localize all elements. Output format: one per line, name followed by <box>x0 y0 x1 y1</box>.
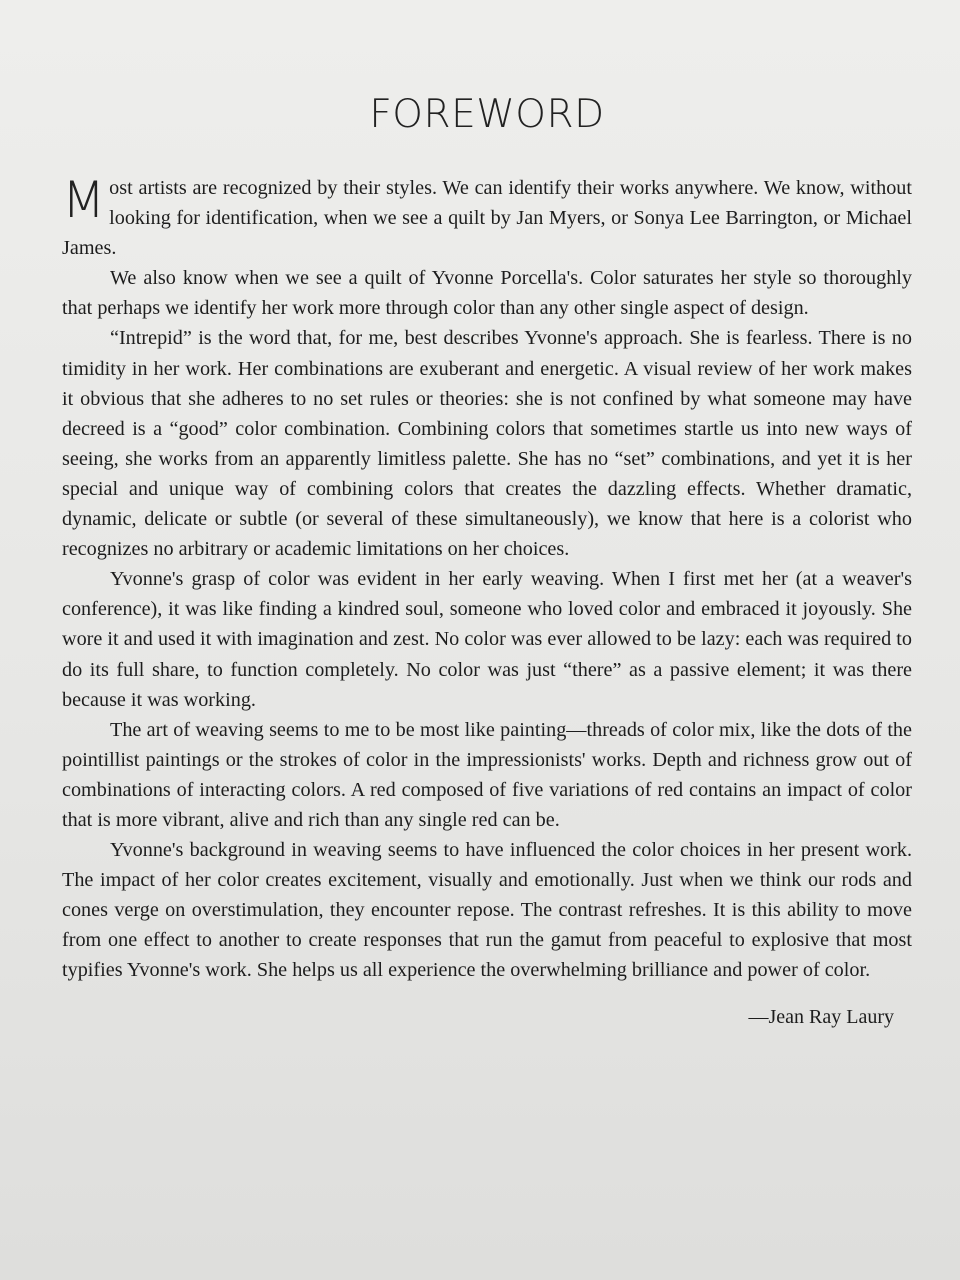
paragraph-5: The art of weaving seems to me to be most like painting—threads of color mix, like the dots of the pointillist paintings or the strokes of color in the impressionists' works. Depth and richness grow out of combinations of interacting colors. A red composed of five variations of red contains an impact of color that is more vibrant, alive and rich than any single red can be. <box>62 718 912 831</box>
paragraph-6: Yvonne's background in weaving seems to have influenced the color choices in her present work. The impact of her color creates excitement, visually and emotionally. Just when we think our rods and cones verge on overstimulation, they encounter repose. The contrast refreshes. It is this ability to move from one effect to another to create responses that run the gamut from peaceful to explosive that most typifies Yvonne's work. She helps us all experience the overwhelming brilliance and power of color. <box>62 839 912 982</box>
drop-cap: M <box>62 171 106 229</box>
foreword-page <box>62 92 912 1242</box>
page-title: FOREWORD <box>369 92 605 137</box>
foreword-body <box>62 173 912 986</box>
paragraph-text: ost artists are recognized by their styles. We can identify their works anywhere. We know, without looking for identification, when we see a quilt by Jan Myers, or Sonya Lee Barrington, or Michael James. <box>62 177 912 260</box>
paragraph-4: Yvonne's grasp of color was evident in her early weaving. When I first met her (at a weaver's conference), it was like finding a kindred soul, someone who loved color and embraced it joyously. She wore it and used it with imagination and zest. No color was ever allowed to be lazy: each was required to do its full share, to function completely. No color was just “there” as a passive element; it was there because it was working. <box>62 568 912 711</box>
paragraph-2: We also know when we see a quilt of Yvonne Porcella's. Color saturates her style so thoroughly that perhaps we identify her work more through color than any other single aspect of design. <box>62 267 912 320</box>
paragraph-1 <box>62 173 912 263</box>
paragraph-3: “Intrepid” is the word that, for me, best describes Yvonne's approach. She is fearless. There is no timidity in her work. Her combinations are exuberant and energetic. A visual review of her work makes it obvious that she adheres to no set rules or theories: she is not confined by what someone may have decreed is a “good” color combination. Combining colors that sometimes startle us into new ways of seeing, she works from an apparently limitless palette. She has no “set” combinations, and yet it is her special and unique way of combining colors that creates the dazzling effects. Whether dramatic, dynamic, delicate or subtle (or several of these simultaneously), we know that here is a colorist who recognizes no arbitrary or academic limitations on her choices. <box>62 327 912 561</box>
author-signature: —Jean Ray Laury <box>748 1005 894 1028</box>
